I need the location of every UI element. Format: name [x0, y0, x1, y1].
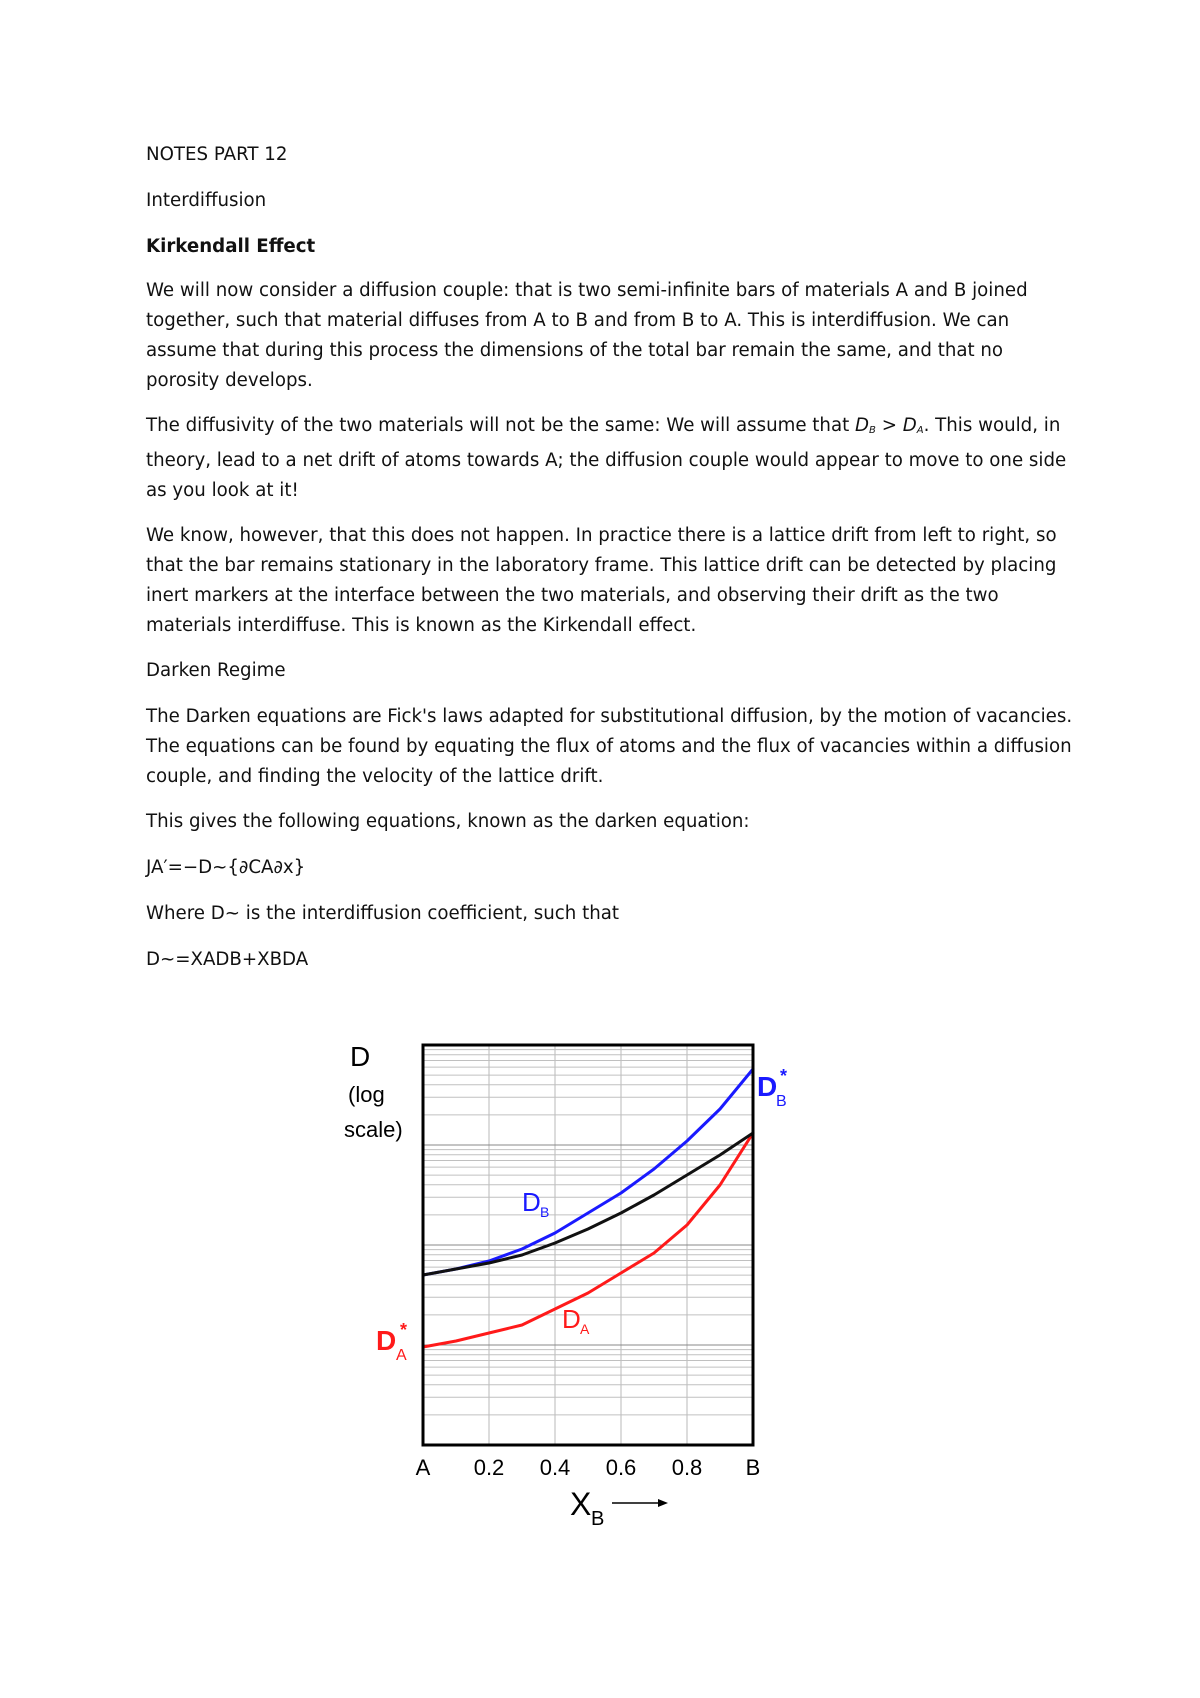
paragraph-diffusivity: [146, 411, 1076, 506]
paragraph-diffusion-couple: We will now consider a diffusion couple: that is two semi-infinite bars of materials A and B joined together, such that material diffuses from A to B and from B to A. This is interdiffusion. We can assume that during this process the dimensions of the total bar remain the same, and that no porosity develops.: [146, 280, 1028, 391]
x-tick-label: B: [745, 1455, 761, 1480]
da-star-label-sup: *: [400, 1320, 408, 1340]
da-symbol: $D_A$: [902, 415, 924, 436]
document-page: [146, 140, 1076, 991]
db-star-label-sub: B: [776, 1093, 787, 1110]
diffusivity-chart: [330, 1020, 810, 1530]
x-axis-label-sub: B: [591, 1508, 605, 1530]
para2-post: . This would, in theory, lead to a net drift of atoms towards A; the diffusion couple would appear to move to one side as you look at it!: [146, 415, 1067, 501]
da-star-label: D: [376, 1325, 397, 1356]
paragraph-darken-equations: The Darken equations are Fick's laws adapted for substitutional diffusion, by the motion of vacancies. The equations can be found by equating the flux of atoms and the flux of vacancies within a diffusion couple, and finding the velocity of the lattice drift.: [146, 706, 1073, 787]
heading-darken: Darken Regime: [146, 660, 286, 681]
x-axis-label: X: [570, 1486, 592, 1522]
equation-flux: JA′=−D~{∂CA∂x}: [146, 857, 306, 878]
chart-labels: [344, 1041, 787, 1530]
da-curve-label-sub: A: [580, 1321, 590, 1337]
heading-kirkendall: Kirkendall Effect: [146, 236, 316, 257]
x-axis-arrow-head: [658, 1499, 668, 1507]
da-star-label-sub: A: [396, 1347, 407, 1364]
chart-series: [423, 1069, 753, 1347]
db-star-label-sup: *: [780, 1066, 788, 1086]
paragraph-lattice-drift: We know, however, that this does not happen. In practice there is a lattice drift from left to right, so that the bar remains stationary in the laboratory frame. This lattice drift can be detected by placing inert markers at the interface between the two materials, and observing their drift as the two materials interdiffuse. This is known as the Kirkendall effect.: [146, 525, 1057, 636]
x-tick-label: 0.6: [605, 1455, 637, 1480]
db-star-label: D: [757, 1071, 778, 1102]
db-curve-label-sub: B: [540, 1204, 550, 1220]
y-axis-label-line3: scale): [344, 1117, 403, 1142]
equation-dtilde: D~=XADB+XBDA: [146, 949, 309, 970]
da-curve-label: D: [562, 1304, 581, 1334]
gt-sign: >: [875, 415, 903, 436]
doc-subtitle: Interdiffusion: [146, 190, 267, 211]
x-tick-label: 0.8: [671, 1455, 703, 1480]
para2-pre: The diffusivity of the two materials will not be the same: We will assume that: [146, 415, 856, 436]
series-line-DB: [423, 1069, 753, 1275]
db-curve-label: D: [522, 1187, 541, 1217]
y-axis-label-line2: (log: [348, 1082, 385, 1107]
doc-title: NOTES PART 12: [146, 144, 288, 165]
chart-grid: [423, 1045, 753, 1445]
x-tick-label: A: [415, 1455, 431, 1480]
x-tick-label: 0.2: [473, 1455, 505, 1480]
paragraph-darken-intro: This gives the following equations, known as the darken equation:: [146, 811, 750, 832]
db-symbol: $D_B$: [855, 415, 876, 436]
paragraph-interdiffusion-coefficient: Where D~ is the interdiffusion coefficient, such that: [146, 903, 619, 924]
y-axis-label: D: [350, 1041, 371, 1072]
x-tick-label: 0.4: [539, 1455, 571, 1480]
